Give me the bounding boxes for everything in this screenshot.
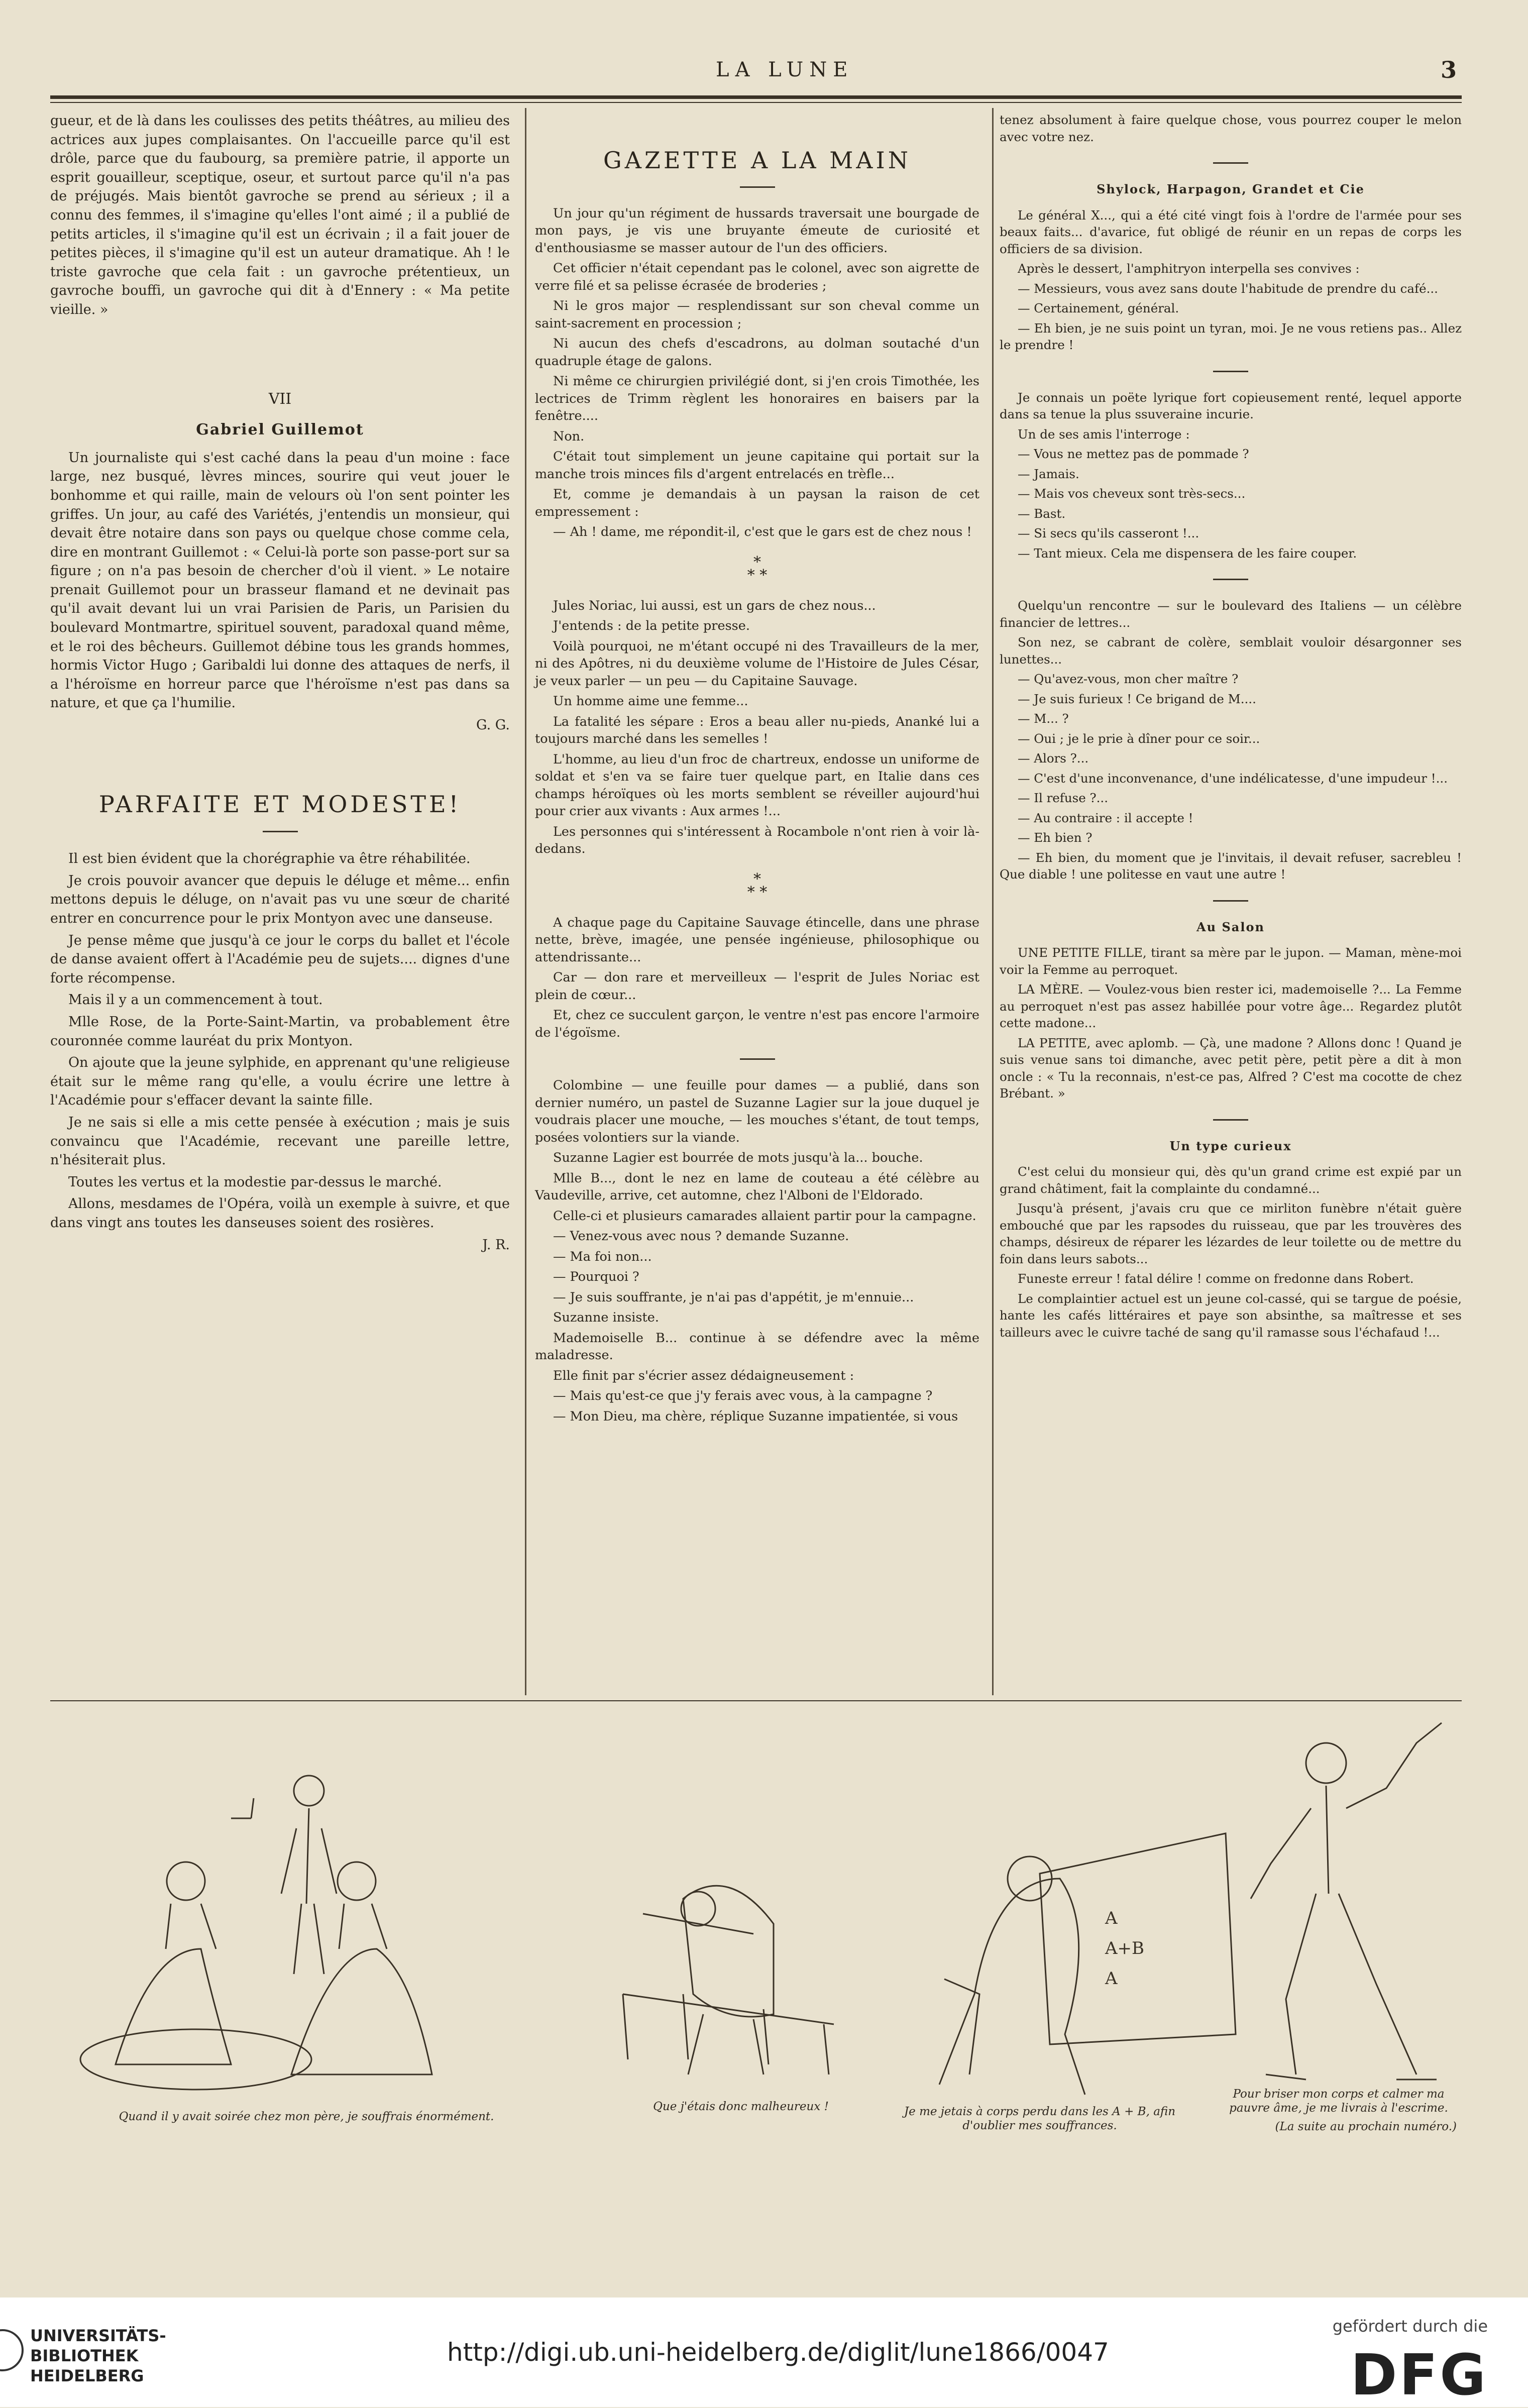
panel-unhappy-drawing (623, 1886, 834, 2074)
article-paragraph: Mlle B..., dont le nez en lame de couteau a été célèbre au Vaudeville, arrive, cet automne, chez l'Alboni de l'Eldorado. (535, 1170, 979, 1203)
article-paragraph: — Certainement, général. (1018, 301, 1179, 315)
article-paragraph: — Eh bien ? (1018, 830, 1093, 845)
article-paragraph: C'était tout simplement un jeune capitaine qui portait sur la manche trois minces fils d'argent entrelacés en trèfle... (535, 449, 979, 482)
article-paragraph: J'entends : de la petite presse. (553, 618, 750, 633)
article-paragraph: — M... ? (1018, 711, 1069, 726)
article-paragraph: Suzanne Lagier est bourrée de mots jusqu'à la... bouche. (553, 1150, 923, 1165)
article-paragraph: — Alors ?... (1018, 751, 1089, 765)
article-paragraph: A chaque page du Capitaine Sauvage étincelle, dans une phrase nette, brève, imagée, une pensée ingénieuse, philosophique ou attendrissante... (535, 915, 979, 965)
blackboard-formula: A A+B A (1105, 1908, 1145, 1989)
separator (263, 831, 298, 832)
article-paragraph: — Messieurs, vous avez sans doute l'habitude de prendre du café... (1018, 281, 1438, 296)
article-paragraph: — Qu'avez-vous, mon cher maître ? (1018, 672, 1239, 686)
column-divider (525, 108, 526, 1695)
article-paragraph: — Au contraire : il accepte ! (1018, 810, 1193, 825)
article-paragraph: LA MÈRE. — Voulez-vous bien rester ici, mademoiselle ?... La Femme au perroquet n'est pas assez habillée pour votre âge... Regardez plutôt cette madone... (1000, 982, 1462, 1030)
article-paragraph: C'est celui du monsieur qui, dès qu'un grand crime est expié par un grand châtiment, fait la complainte du condamné... (1000, 1164, 1462, 1196)
signature: G. G. (476, 717, 510, 733)
article-paragraph: Mais il y a un commencement à tout. (68, 992, 323, 1008)
article-paragraph: Toutes les vertus et la modestie par-dessus le marché. (68, 1174, 442, 1190)
caption-3: Je me jetais à corps perdu dans les A + B, afin d'oublier mes souffrances. (904, 2105, 1176, 2132)
article-paragraph: UNE PETITE FILLE, tirant sa mère par le jupon. — Maman, mène-moi voir la Femme au perroquet. (1000, 945, 1462, 977)
separator (740, 186, 775, 188)
caption-4: Pour briser mon corps et calmer ma pauvre âme, je me livrais à l'escrime. (1229, 2088, 1448, 2115)
article-paragraph: Ni le gros major — resplendissant sur son cheval comme un saint-sacrement en procession ; (535, 298, 979, 331)
article-paragraph: — Pourquoi ? (553, 1269, 639, 1284)
article-paragraph: Je pense même que jusqu'à ce jour le corps du ballet et l'école de danse avaient offert à l'Académie peu de sujets.... dignes d'une forte récompense. (50, 932, 510, 986)
article-paragraph: On ajoute que la jeune sylphide, en apprenant qu'une religieuse était sur le même rang qu'elle, a voulu écrire une lettre à l'Académie pour s'effacer devant la sainte fille. (50, 1055, 510, 1109)
article-paragraph: gueur, et de là dans les coulisses des petits théâtres, au milieu des actrices aux jupes complaisantes. On l'accueille parce qu'il est drôle, parce que du faubourg, sa première patrie, il apporte un esprit gouailleur, sceptique, oseur, et surtout parce qu'il n'a pas de préjugés. Mais bientôt gavroche se prend au sérieux ; il a connu des femmes, il s'imagine qu'elles l'ont aimé ; il a publié de petits articles, il s'imagine qu'il est un écrivain ; il a fait jouer de petites pièces, il s'imagine qu'il est un auteur dramatique. Ah ! le triste gavroche que cela fait : un gavroche prétentieux, un gavroche bouffi, un gavroche qui dit à d'Ennery : « Ma petite vieille. » (50, 113, 510, 317)
column-3 (1000, 112, 1462, 1344)
library-name-line: HEIDELBERG (30, 2366, 144, 2385)
panel-algebra-drawing (939, 1833, 1236, 2095)
caption-2: Que j'étais donc malheureux ! (653, 2100, 829, 2113)
article-subheading: Shylock, Harpagon, Grandet et Cie (1097, 182, 1365, 196)
asterism: * * * (747, 553, 768, 584)
article-paragraph: tenez absolument à faire quelque chose, vous pourrez couper le melon avec votre nez. (1000, 113, 1462, 144)
library-logo-text (30, 2326, 166, 2386)
article-paragraph: Mademoiselle B... continue à se défendre avec la même maladresse. (535, 1330, 979, 1363)
article-paragraph: — Venez-vous avec nous ? demande Suzanne. (553, 1229, 849, 1244)
article-paragraph: LA PETITE, avec aplomb. — Çà, une madone ? Allons donc ! Quand je suis venue sans toi dimanche, avec petit père, petit père a dit à mon oncle : « Tu la reconnais, n'est-ce pas, Alfred ? C'est ma cocotte de chez Brébant. » (1000, 1035, 1462, 1101)
separator (1213, 900, 1248, 902)
caption-1: Quand il y avait soirée chez mon père, je souffrais énormément. (119, 2110, 494, 2123)
article-paragraph: Je connais un poëte lyrique fort copieusement renté, lequel apporte dans sa tenue la plus ssuveraine incurie. (1000, 390, 1462, 421)
article-paragraph: — Eh bien, je ne suis point un tyran, moi. Je ne vous retiens pas.. Allez le prendre ! (1000, 320, 1462, 352)
article-paragraph: Voilà pourquoi, ne m'étant occupé ni des Travailleurs de la mer, ni des Apôtres, ni du deuxième volume de l'Histoire de Jules César, je veux parler — un peu — du Capitaine Sauvage. (535, 638, 979, 689)
illustration-strip (50, 1713, 1462, 2160)
article-paragraph: Je ne sais si elle a mis cette pensée à exécution ; mais je suis convaincu que l'Académie, recevant une pareille lettre, n'hésiterait plus. (50, 1114, 510, 1168)
page-header (50, 54, 1462, 84)
caption-continued: (La suite au prochain numéro.) (1275, 2120, 1457, 2133)
article-paragraph: — Mais qu'est-ce que j'y ferais avec vous, à la campagne ? (553, 1388, 933, 1403)
article-paragraph: — C'est d'une inconvenance, d'une indélicatesse, d'une impudeur !... (1018, 771, 1448, 786)
separator (1213, 371, 1248, 372)
article-paragraph: Un homme aime une femme... (553, 694, 748, 709)
article-paragraph: — Mais vos cheveux sont très-secs... (1018, 486, 1246, 501)
article-paragraph: — Oui ; je le prie à dîner pour ce soir... (1018, 731, 1260, 746)
article-paragraph: Et, comme je demandais à un paysan la raison de cet empressement : (535, 487, 979, 519)
journal-title: LA LUNE (716, 58, 854, 81)
header-rule (50, 95, 1462, 99)
caricature-drawings (50, 1713, 1462, 2115)
separator (740, 1058, 775, 1060)
section-number: VII (268, 390, 292, 408)
university-seal-icon (0, 2323, 25, 2378)
article-paragraph: Un jour qu'un régiment de hussards traversait une bourgade de mon pays, je vis une bruyante émeute de curiosité et d'enthousiasme se masser autour de l'un des officiers. (535, 205, 979, 256)
separator (1213, 162, 1248, 164)
article-paragraph: Les personnes qui s'intéressent à Rocambole n'ont rien à voir là-dedans. (535, 824, 979, 856)
article-paragraph: — Tant mieux. Cela me dispensera de les faire couper. (1018, 545, 1357, 561)
dfg-logo: DFG (1350, 2343, 1488, 2408)
article-paragraph: Un de ses amis l'interroge : (1018, 426, 1190, 442)
article-paragraph: Elle finit par s'écrier assez dédaigneusement : (553, 1368, 854, 1383)
funding-note: gefördert durch die (1332, 2317, 1488, 2336)
article-paragraph: Car — don rare et merveilleux — l'esprit de Jules Noriac est plein de cœur... (535, 970, 979, 1003)
article-paragraph: Le général X..., qui a été cité vingt fois à l'ordre de l'armée pour ses beaux faits... d'avarice, fut obligé de réunir en un repas de corps les officiers de sa division. (1000, 207, 1462, 256)
article-paragraph: Quelqu'un rencontre — sur le boulevard des Italiens — un célèbre financier de lettres... (1000, 598, 1462, 630)
asterism: * * * (747, 870, 768, 901)
article-paragraph: — Bast. (1018, 506, 1066, 521)
article-paragraph: Ni aucun des chefs d'escadrons, au dolman soutaché d'un quadruple étage de galons. (535, 336, 979, 369)
article-paragraph: Un journaliste qui s'est caché dans la peau d'un moine : face large, nez busqué, lèvres minces, sourire qui veut jouer le bonhomme et qui raille, main de velours où l'on sent pointer les griffes. Un jour, au café des Variétés, j'entendis un monsieur, qui devait être notaire dans son pays ou quelque chose comme cela, dire en montrant Guillemot : « Celui-là porte son passe-port sur sa figure ; on n'a pas besoin de chercher d'où il vient. » Le notaire prenait Guillemot pour un brasseur flamand et ne devinait pas qu'il avait devant lui un vrai Parisien de Paris, un Parisien du boulevard Montmartre, spirituel souvent, paradoxal quand même, et le roi des bêcheurs. Guillemot débine tous les grands hommes, hormis Victor Hugo ; Garibaldi lui donne des attaques de nerfs, il a l'héroïsme en horreur parce que l'héroïsme n'est pas dans sa nature, et que ça l'humilie. (50, 450, 510, 711)
article-paragraph: Après le dessert, l'amphitryon interpella ses convives : (1018, 261, 1360, 276)
library-name-line: BIBLIOTHEK (30, 2346, 139, 2365)
plate-rule (50, 1700, 1462, 1701)
separator (1213, 1119, 1248, 1121)
column-divider (992, 108, 994, 1695)
article-paragraph: — Eh bien, du moment que je l'invitais, il devait refuser, sacrebleu ! Que diable ! une politesse en vaut une autre ! (1000, 850, 1462, 882)
gazette-heading: GAZETTE A LA MAIN (603, 147, 911, 174)
library-name-line: UNIVERSITÄTS- (30, 2326, 166, 2345)
article-paragraph: Funeste erreur ! fatal délire ! comme on fredonne dans Robert. (1018, 1271, 1414, 1286)
article-paragraph: Celle-ci et plusieurs camarades allaient partir pour la campagne. (553, 1208, 976, 1224)
article-paragraph: Je crois pouvoir avancer que depuis le déluge et même... enfin mettons depuis le déluge, on n'avait pas vu une sœur de charité entrer en concurrence pour le prix Montyon avec une danseuse. (50, 872, 510, 926)
panel-soiree-drawing (80, 1776, 432, 2090)
article-paragraph: Jules Noriac, lui aussi, est un gars de chez nous... (553, 598, 876, 613)
signature: J. R. (482, 1237, 510, 1253)
article-paragraph: Et, chez ce succulent garçon, le ventre n'est pas encore l'armoire de l'égoïsme. (535, 1008, 979, 1040)
digitization-footer (0, 2297, 1528, 2407)
article-subheading: Au Salon (1196, 919, 1265, 934)
article-paragraph: — Ah ! dame, me répondit-il, c'est que le gars est de chez nous ! (553, 524, 972, 539)
separator (1213, 579, 1248, 580)
article-paragraph: — Vous ne mettez pas de pommade ? (1018, 447, 1249, 461)
panel-fencing-drawing (1251, 1723, 1442, 2079)
article-paragraph: Allons, mesdames de l'Opéra, voilà un exemple à suivre, et que dans vingt ans toutes les danseuses soient des rosières. (50, 1196, 510, 1231)
article-paragraph: — Ma foi non... (553, 1249, 652, 1264)
article-heading: PARFAITE ET MODESTE! (98, 790, 462, 818)
header-rule-thin (50, 102, 1462, 103)
article-paragraph: Le complaintier actuel est un jeune col-cassé, qui se targue de poésie, hante les cafés littéraires et paye son absinthe, sa maîtresse et ses tailleurs avec le cuivre taché de sang qu'il ramasse sous l'échafaud !... (1000, 1291, 1462, 1340)
article-paragraph: — Jamais. (1018, 466, 1079, 481)
article-paragraph: Ni même ce chirurgien privilégié dont, si j'en crois Timothée, les lectrices de Trimm règlent les honoraires en baisers par la fenêtre.... (535, 374, 979, 423)
article-paragraph: Jusqu'à présent, j'avais cru que ce mirliton funèbre n'était guère embouché que par les rapsodes du ruisseau, que par les trouvères des champs, désireux de réparer les lézardes de leur toilette ou de mettre du foin dans leurs sabots... (1000, 1201, 1462, 1266)
article-paragraph: Son nez, se cabrant de colère, semblait vouloir désargonner ses lunettes... (1000, 635, 1462, 667)
article-subheading: Un type curieux (1169, 1138, 1292, 1153)
page-number: 3 (1440, 56, 1457, 83)
source-url-link[interactable]: http://digi.ub.uni-heidelberg.de/diglit/lune1866/0047 (447, 2338, 1109, 2367)
article-subheading: Gabriel Guillemot (196, 421, 364, 439)
article-paragraph: Mlle Rose, de la Porte-Saint-Martin, va probablement être couronnée comme lauréat du prix Montyon. (50, 1014, 510, 1049)
column-1 (50, 112, 510, 1257)
article-paragraph: — Je suis souffrante, je n'ai pas d'appétit, je m'ennuie... (553, 1289, 914, 1305)
article-paragraph: Cet officier n'était cependant pas le colonel, avec son aigrette de verre filé et sa pelisse écrasée de broderies ; (535, 261, 979, 293)
article-paragraph: La fatalité les sépare : Eros a beau aller nu-pieds, Ananké lui a toujours marché dans les semelles ! (535, 714, 979, 746)
article-paragraph: L'homme, au lieu d'un froc de chartreux, endosse un uniforme de soldat et s'en va se faire tuer quelque part, en Italie dans ces champs héroïques où les morts semblent se réveiller aujourd'hui pour crier aux vivants : Aux armes !... (535, 751, 979, 819)
article-paragraph: Il est bien évident que la chorégraphie va être réhabilitée. (68, 851, 471, 867)
article-paragraph: — Je suis furieux ! Ce brigand de M.... (1018, 691, 1256, 706)
article-paragraph: — Mon Dieu, ma chère, réplique Suzanne impatientée, si vous (553, 1408, 958, 1424)
article-paragraph: Suzanne insiste. (553, 1310, 659, 1325)
article-paragraph: — Il refuse ?... (1018, 791, 1109, 805)
article-paragraph: Non. (553, 428, 585, 444)
article-paragraph: — Si secs qu'ils casseront !... (1018, 526, 1199, 540)
column-2 (535, 112, 979, 1428)
article-paragraph: Colombine — une feuille pour dames — a publié, dans son dernier numéro, un pastel de Suzanne Lagier sur la joue duquel je voudrais placer une mouche, — les mouches s'étant, de tout temps, posées volontiers sur la viande. (535, 1078, 979, 1145)
